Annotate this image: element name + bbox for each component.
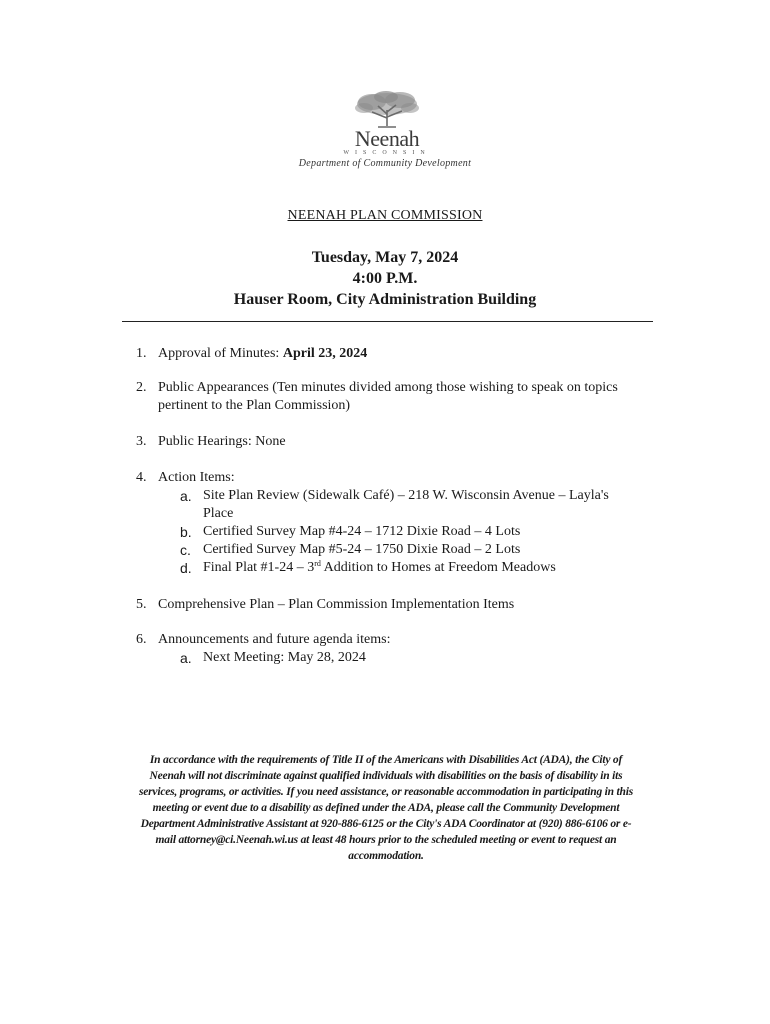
item-number: 5. <box>136 597 147 612</box>
header-divider <box>122 321 653 322</box>
item-number: 1. <box>136 346 147 361</box>
item-number: 6. <box>136 632 147 647</box>
subitem-letter: b. <box>180 524 192 540</box>
subitem-text: Certified Survey Map #4-24 – 1712 Dixie Road – 4 Lots <box>203 524 521 539</box>
meeting-header <box>0 247 770 310</box>
subitem-letter: a. <box>180 650 192 666</box>
ada-notice-line: meeting or event due to a disability as defined under the ADA, please call the Community Development <box>152 802 620 814</box>
item-text-line: pertinent to the Plan Commission) <box>158 398 351 413</box>
subitem-letter: a. <box>180 488 192 504</box>
subitem-text: Addition to Homes at Freedom Meadows <box>320 560 556 575</box>
logo-city-name: Neenah <box>354 126 420 151</box>
item-text: Action Items: <box>158 470 235 485</box>
commission-title: NEENAH PLAN COMMISSION <box>287 208 483 223</box>
meeting-date: Tuesday, May 7, 2024 <box>311 249 459 266</box>
ada-notice <box>108 752 664 864</box>
subitem-text-line: Place <box>203 506 234 521</box>
minutes-date: April 23, 2024 <box>282 346 368 361</box>
item-text-line: Public Appearances (Ten minutes divided among those wishing to speak on topics <box>158 380 618 395</box>
subitem-letter: d. <box>180 560 192 576</box>
ada-notice-line: Department Administrative Assistant at 920-886-6125 or the City's ADA Coordinator at (920) 886-6106 or e- <box>140 818 632 830</box>
meeting-location: Hauser Room, City Administration Building <box>233 291 537 308</box>
ada-notice-line: mail attorney@ci.Neenah.wi.us at least 48 hours prior to the scheduled meeting or event to request an <box>155 834 617 846</box>
item-text: Announcements and future agenda items: <box>158 632 391 647</box>
ada-notice-line: Neenah will not discriminate against qualified individuals with disabilities on the basis of disability in its <box>149 770 623 782</box>
city-logo <box>290 90 480 172</box>
item-text: Public Hearings: None <box>158 434 286 449</box>
subitem-text: Next Meeting: May 28, 2024 <box>203 650 366 665</box>
tree-icon <box>342 90 432 130</box>
item-number: 4. <box>136 470 147 485</box>
logo-state-name: WISCONSIN <box>343 150 431 156</box>
subitem-text: Certified Survey Map #5-24 – 1750 Dixie Road – 2 Lots <box>203 542 521 557</box>
meeting-time: 4:00 P.M. <box>352 270 418 287</box>
logo-department: Department of Community Development <box>298 158 472 169</box>
subitem-text-line: Site Plan Review (Sidewalk Café) – 218 W. Wisconsin Avenue – Layla's <box>203 488 609 503</box>
subitem-letter: c. <box>180 542 191 558</box>
item-text: Approval of Minutes: <box>158 346 283 361</box>
ada-notice-line: services, programs, or activities. If you need assistance, or reasonable accommodation in participating in this <box>138 786 634 798</box>
ordinal-suffix: rd <box>314 559 321 568</box>
ada-notice-line: In accordance with the requirements of Title II of the Americans with Disabilities Act (ADA), the City of <box>149 754 623 766</box>
subitem-text: Final Plat #1-24 – 3 <box>203 560 315 575</box>
ada-notice-line: accommodation. <box>348 850 424 862</box>
item-text: Comprehensive Plan – Plan Commission Implementation Items <box>158 597 515 612</box>
item-number: 2. <box>136 380 147 395</box>
item-number: 3. <box>136 434 147 449</box>
